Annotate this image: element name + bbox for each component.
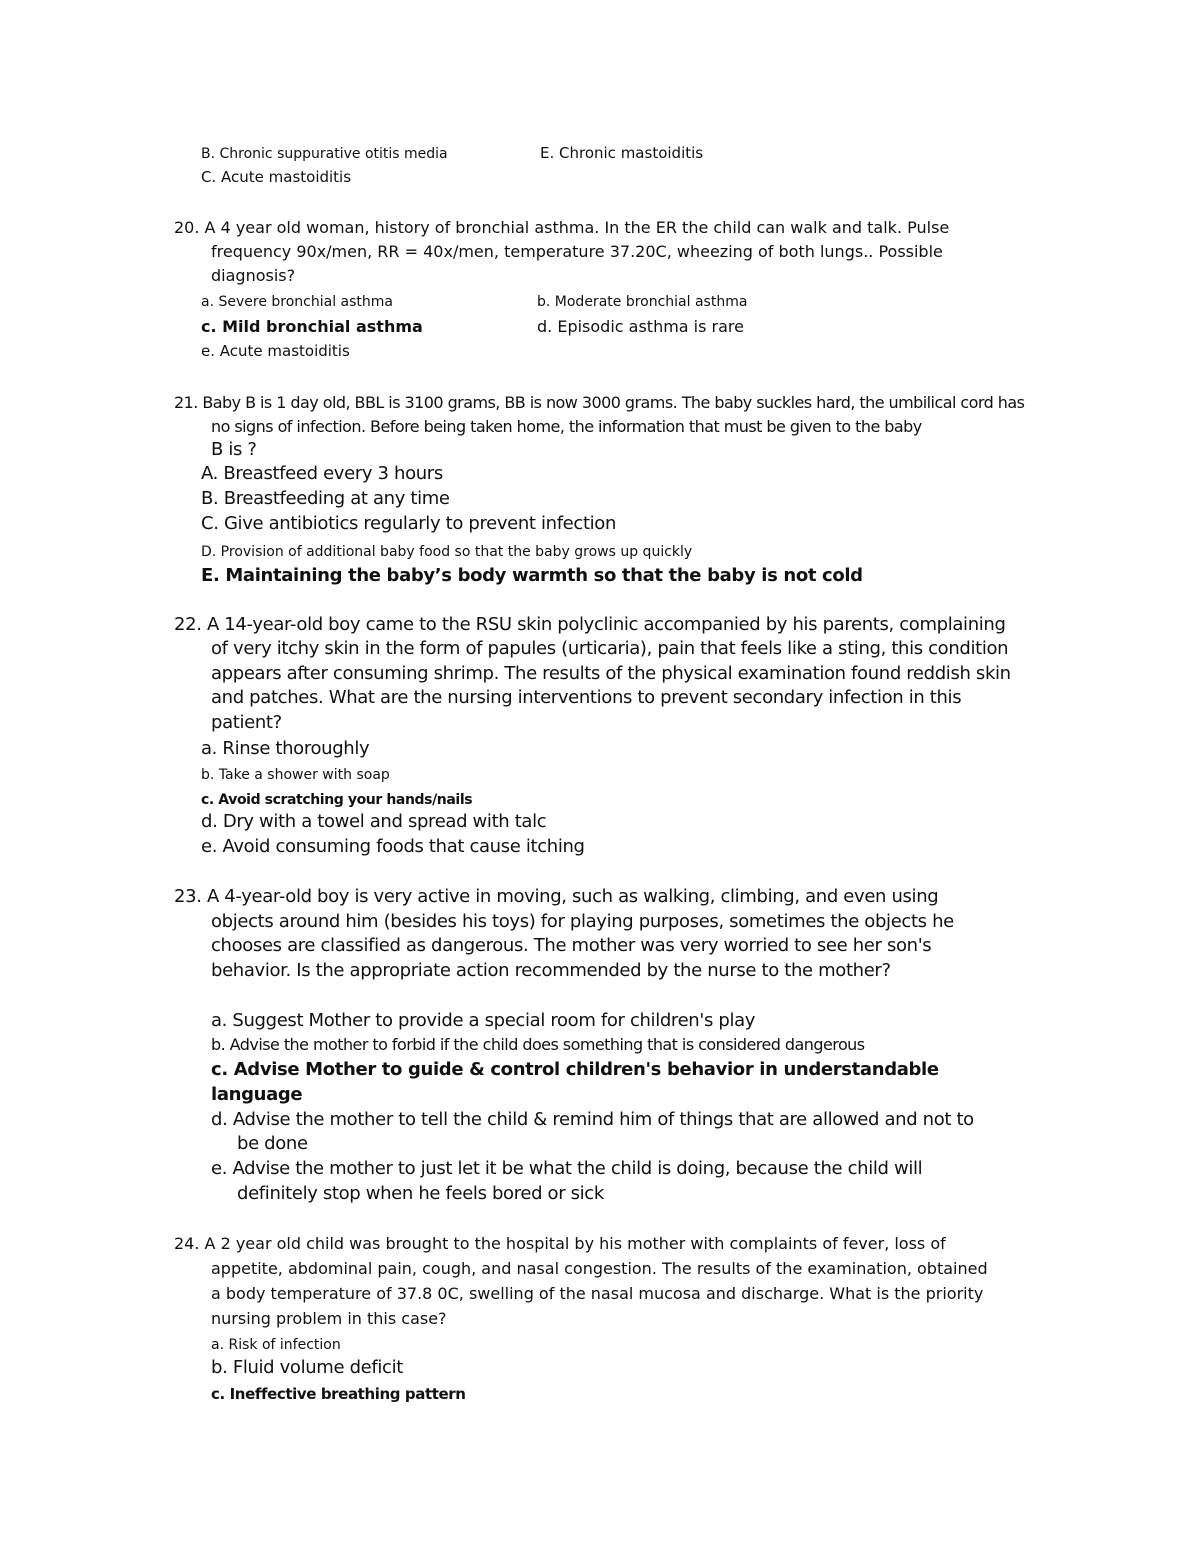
q24-stem-line: nursing problem in this case? bbox=[211, 1309, 447, 1328]
q22-stem-line: patient? bbox=[211, 712, 282, 733]
q21-stem-line: B is ? bbox=[211, 439, 257, 460]
q22-stem-line: and patches. What are the nursing interventions to prevent secondary infection in this bbox=[211, 687, 962, 708]
q21-option-e-answer: E. Maintaining the baby’s body warmth so that the baby is not cold bbox=[201, 565, 863, 586]
q22-option-d: d. Dry with a towel and spread with talc bbox=[201, 811, 547, 832]
prev-option-e: E. Chronic mastoiditis bbox=[540, 144, 704, 162]
prev-option-b: B. Chronic suppurative otitis media bbox=[201, 146, 448, 162]
q24-option-c-answer: c. Ineffective breathing pattern bbox=[211, 1385, 466, 1403]
q24-option-a: a. Risk of infection bbox=[211, 1337, 341, 1353]
q22-option-e: e. Avoid consuming foods that cause itching bbox=[201, 836, 585, 857]
q24-stem-line: appetite, abdominal pain, cough, and nasal congestion. The results of the examination, obtained bbox=[211, 1259, 988, 1278]
q24-option-b: b. Fluid volume deficit bbox=[211, 1357, 403, 1378]
q22-stem-line: appears after consuming shrimp. The results of the physical examination found reddish skin bbox=[211, 663, 1011, 684]
q20-option-b: b. Moderate bronchial asthma bbox=[537, 294, 748, 310]
q22-option-b: b. Take a shower with soap bbox=[201, 767, 390, 783]
q20-stem-line: diagnosis? bbox=[211, 266, 296, 285]
q20-stem-line: 20. A 4 year old woman, history of bronchial asthma. In the ER the child can walk and talk. Pulse bbox=[174, 218, 950, 237]
q23-option-a: a. Suggest Mother to provide a special room for children's play bbox=[211, 1010, 756, 1031]
q22-stem-line: 22. A 14-year-old boy came to the RSU skin polyclinic accompanied by his parents, complaining bbox=[174, 614, 1006, 635]
q21-option-c: C. Give antibiotics regularly to prevent infection bbox=[201, 513, 617, 534]
q24-stem-line: 24. A 2 year old child was brought to the hospital by his mother with complaints of fever, loss of bbox=[174, 1234, 946, 1253]
q20-option-e: e. Acute mastoiditis bbox=[201, 342, 350, 360]
q21-option-a: A. Breastfeed every 3 hours bbox=[201, 463, 443, 484]
q20-stem-line: frequency 90x/men, RR = 40x/men, temperature 37.20C, wheezing of both lungs.. Possible bbox=[211, 242, 943, 261]
q23-stem-line: behavior. Is the appropriate action recommended by the nurse to the mother? bbox=[211, 960, 891, 981]
q21-stem-line: 21. Baby B is 1 day old, BBL is 3100 grams, BB is now 3000 grams. The baby suckles hard, the umbilical cord has bbox=[174, 393, 1025, 412]
q21-option-d: D. Provision of additional baby food so that the baby grows up quickly bbox=[201, 544, 693, 560]
q20-option-a: a. Severe bronchial asthma bbox=[201, 294, 393, 310]
q23-option-c-answer: c. Advise Mother to guide & control children's behavior in understandable bbox=[211, 1059, 939, 1080]
q23-stem-line: chooses are classified as dangerous. The mother was very worried to see her son's bbox=[211, 935, 932, 956]
q20-option-c-answer: c. Mild bronchial asthma bbox=[201, 317, 423, 336]
q23-stem-line: 23. A 4-year-old boy is very active in moving, such as walking, climbing, and even using bbox=[174, 886, 939, 907]
q23-option-b: b. Advise the mother to forbid if the child does something that is considered dangerous bbox=[211, 1035, 865, 1054]
q23-option-d-cont: be done bbox=[237, 1133, 308, 1154]
q23-option-e: e. Advise the mother to just let it be what the child is doing, because the child will bbox=[211, 1158, 923, 1179]
q23-option-e-cont: definitely stop when he feels bored or sick bbox=[237, 1183, 604, 1204]
q20-option-d: d. Episodic asthma is rare bbox=[537, 317, 744, 336]
q22-stem-line: of very itchy skin in the form of papules (urticaria), pain that feels like a sting, this condition bbox=[211, 638, 1009, 659]
q22-option-c-answer: c. Avoid scratching your hands/nails bbox=[201, 792, 473, 808]
q21-stem-line: no signs of infection. Before being taken home, the information that must be given to the baby bbox=[211, 417, 922, 436]
q24-stem-line: a body temperature of 37.8 0C, swelling of the nasal mucosa and discharge. What is the priority bbox=[211, 1284, 984, 1303]
q23-stem-line: objects around him (besides his toys) for playing purposes, sometimes the objects he bbox=[211, 911, 954, 932]
q22-option-a: a. Rinse thoroughly bbox=[201, 738, 370, 759]
prev-option-c: C. Acute mastoiditis bbox=[201, 168, 352, 186]
q21-option-b: B. Breastfeeding at any time bbox=[201, 488, 450, 509]
q23-option-c-answer-cont: language bbox=[211, 1084, 303, 1105]
q23-option-d: d. Advise the mother to tell the child & remind him of things that are allowed and not to bbox=[211, 1109, 974, 1130]
